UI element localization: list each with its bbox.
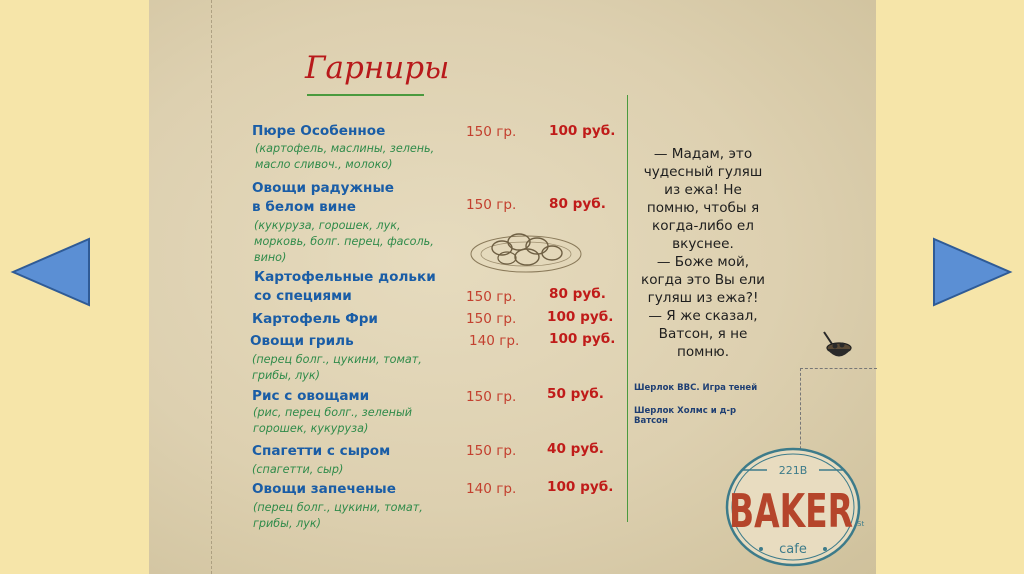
menu-item-price: 100 руб. [549, 331, 616, 347]
column-divider [627, 95, 628, 522]
menu-item-desc: (спагетти, сыр) [252, 463, 344, 476]
menu-item-price: 80 руб. [549, 196, 606, 212]
menu-item-price: 40 руб. [547, 441, 604, 457]
menu-item-weight: 150 гр. [466, 197, 517, 213]
menu-item-weight: 140 гр. [466, 481, 517, 497]
arrow-left-icon[interactable] [10, 236, 92, 308]
menu-item-desc: (рис, перец болг., зеленый горошек, кукуруза) [253, 406, 413, 435]
menu-item-name: Картофель Фри [252, 311, 378, 327]
menu-item-price: 100 руб. [549, 123, 616, 139]
potato-sketch-illustration [467, 220, 585, 276]
menu-item-weight: 150 гр. [466, 311, 517, 327]
menu-item-price: 100 руб. [547, 479, 614, 495]
logo-st: St [857, 520, 865, 528]
title-underline [307, 94, 424, 96]
menu-item-weight: 150 гр. [466, 443, 517, 459]
menu-item-weight: 150 гр. [466, 289, 517, 305]
menu-item-name: Рис с овощами [252, 388, 370, 404]
menu-item-name: Картофельные дольки со специями [254, 269, 436, 304]
menu-item-name: Овощи радужные в белом вине [252, 180, 394, 215]
logo-brand: BAKER [729, 484, 853, 538]
quote-source: Шерлок BBC. Игра теней [634, 383, 758, 393]
menu-item-name: Овощи запеченые [252, 481, 396, 497]
menu-item-name: Овощи гриль [250, 333, 354, 349]
quote-source: Шерлок Холмс и д-р Ватсон [634, 406, 737, 426]
menu-item-weight: 150 гр. [466, 389, 517, 405]
page-title: Гарниры [305, 50, 450, 86]
arrow-right-icon[interactable] [931, 236, 1013, 308]
baker-cafe-logo [721, 446, 866, 568]
menu-item-desc: (кукуруза, горошек, лук, морковь, болг. перец, фасоль, вино) [254, 219, 434, 264]
menu-item-weight: 140 гр. [469, 333, 520, 349]
menu-item-price: 50 руб. [547, 386, 604, 402]
menu-item-name: Спагетти с сыром [252, 443, 391, 459]
menu-item-desc: (перец болг., цукини, томат, грибы, лук) [253, 501, 423, 530]
logo-number: 221B [778, 464, 808, 477]
menu-item-weight: 150 гр. [466, 124, 517, 140]
menu-item-desc: (перец болг., цукини, томат, грибы, лук) [252, 353, 422, 382]
left-divider [211, 0, 212, 574]
menu-item-desc: (картофель, маслины, зелень, масло сливоч., молоко) [255, 142, 435, 171]
bowl-icon [818, 330, 860, 366]
menu-item-price: 80 руб. [549, 286, 606, 302]
menu-item-price: 100 руб. [547, 309, 614, 325]
quote-text: — Мадам, это чудесный гуляш из ежа! Не помню, чтобы я когда-либо ел вкуснее. — Боже мой, когда это Вы ели гуляш из ежа?! — Я же сказал, Ватсон, я не помню. [640, 146, 765, 360]
menu-item-name: Пюре Особенное [252, 123, 386, 139]
logo-cafe: cafe [779, 542, 807, 557]
